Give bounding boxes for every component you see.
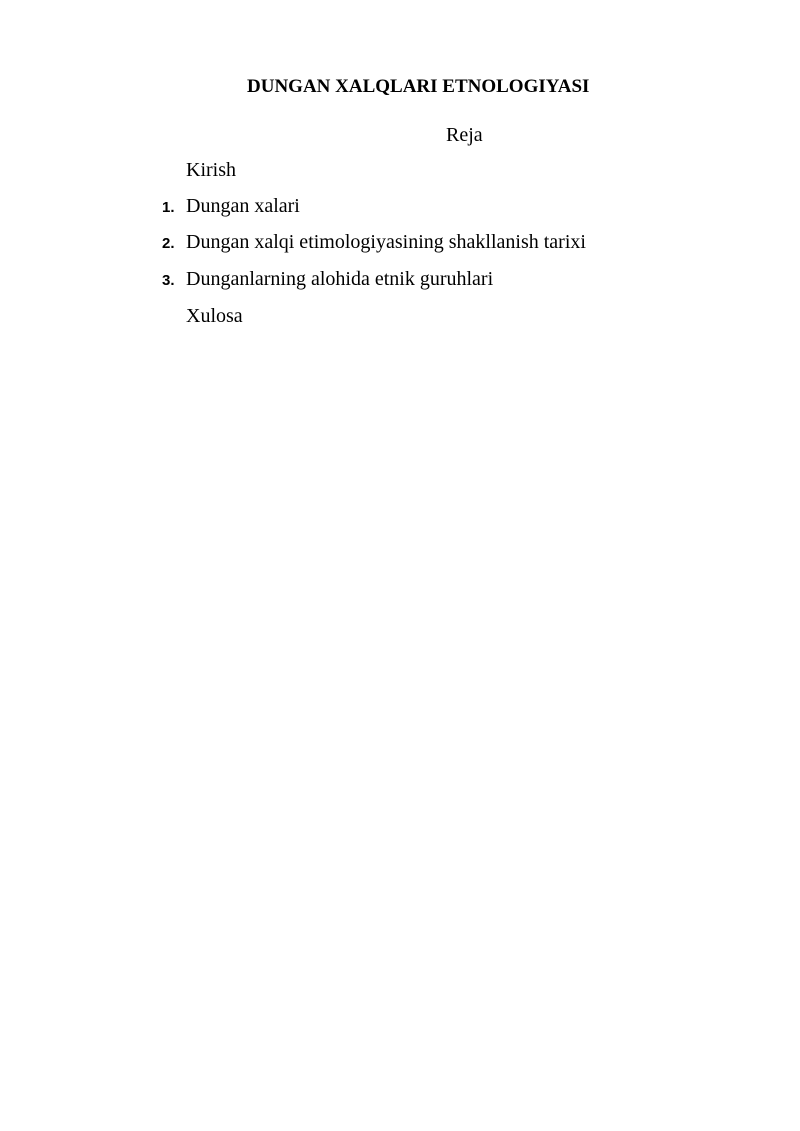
list-item-number-1: 1.	[162, 199, 175, 216]
list-item-number-2: 2.	[162, 235, 175, 252]
list-item-1: Dungan xalari	[186, 195, 300, 217]
list-item-3: Dunganlarning alohida etnik guruhlari	[186, 268, 494, 290]
intro-item: Kirish	[186, 159, 236, 181]
conclusion-item: Xulosa	[186, 305, 243, 327]
plan-heading: Reja	[446, 124, 483, 146]
list-item-number-3: 3.	[162, 272, 175, 289]
document-title: DUNGAN XALQLARI ETNOLOGIYASI	[247, 76, 590, 97]
list-item-2: Dungan xalqi etimologiyasining shakllanish tarixi	[186, 231, 586, 253]
